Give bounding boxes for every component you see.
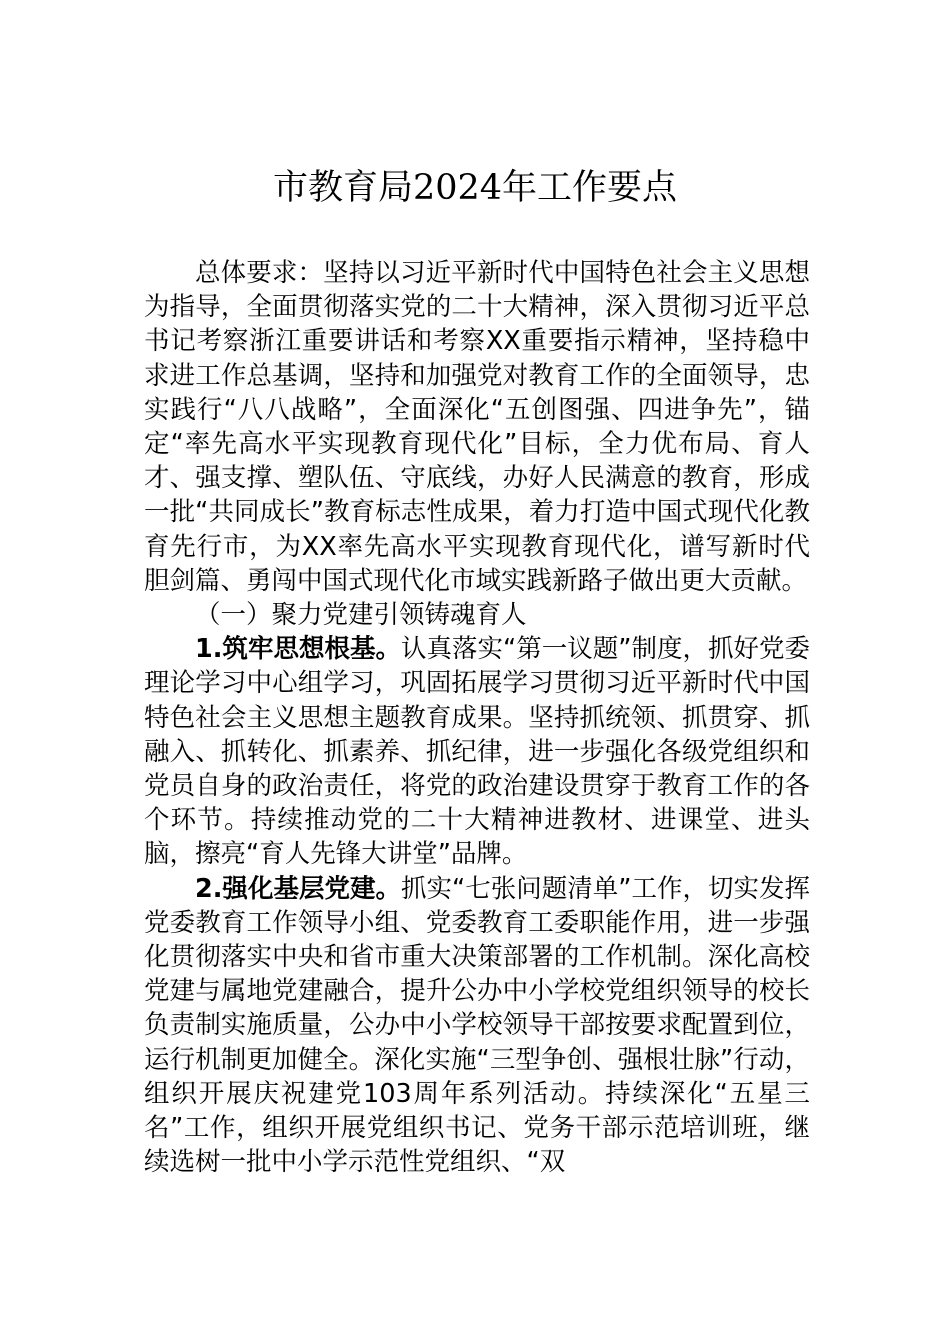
- document-title: 市教育局2024年工作要点: [272, 168, 678, 208]
- item-2-paragraph: [144, 872, 810, 1180]
- item-2-text: 抓实“七张问题清单”工作，切实发挥党委教育工作领导小组、党委教育工委职能作用，进一步强化贯彻落实中央和省市重大决策部署的工作机制。深化高校党建与属地党建融合，提升公办中小学校党组织领导的校长负责制实施质量，公办中小学校领导干部按要求配置到位，运行机制更加健全。深化实施“三型争创、强根壮脉”行动，组织开展庆祝建党103周年系列活动。持续深化“五星三名”工作，组织开展党组织书记、党务干部示范培训班，继续选树一批中小学示范性党组织、“双: [144, 873, 810, 1178]
- item-2-heading: 2.强化基层党建。: [195, 873, 401, 904]
- section-heading-1: （一）聚力党建引领铸魂育人: [195, 600, 527, 631]
- item-1-text: 认真落实“第一议题”制度，抓好党委理论学习中心组学习，巩固拓展学习贯彻习近平新时代中国特色社会主义思想主题教育成果。坚持抓统领、抓贯穿、抓融入、抓转化、抓素养、抓纪律，进一步强化各级党组织和党员自身的政治责任，将党的政治建设贯穿于教育工作的各个环节。持续推动党的二十大精神进教材、进课堂、进头脑，擦亮“育人先锋大讲堂”品牌。: [144, 634, 810, 870]
- item-1-paragraph: [144, 632, 810, 871]
- intro-paragraph: 总体要求：坚持以习近平新时代中国特色社会主义思想为指导，全面贯彻落实党的二十大精神，深入贯彻习近平总书记考察浙江重要讲话和考察XX重要指示精神，坚持稳中求进工作总基调，坚持和加强党对教育工作的全面领导，忠实践行“八八战略”，全面深化“五创图强、四进争先”，锚定“率先高水平实现教育现代化”目标，全力优布局、育人才、强支撑、塑队伍、守底线，办好人民满意的教育，形成一批“共同成长”教育标志性成果，着力打造中国式现代化教育先行市，为XX率先高水平实现教育现代化，谱写新时代胆剑篇、勇闯中国式现代化市域实践新路子做出更大贡献。: [144, 258, 810, 596]
- item-1-heading: 1.筑牢思想根基。: [195, 634, 401, 665]
- document-body: [144, 256, 810, 1179]
